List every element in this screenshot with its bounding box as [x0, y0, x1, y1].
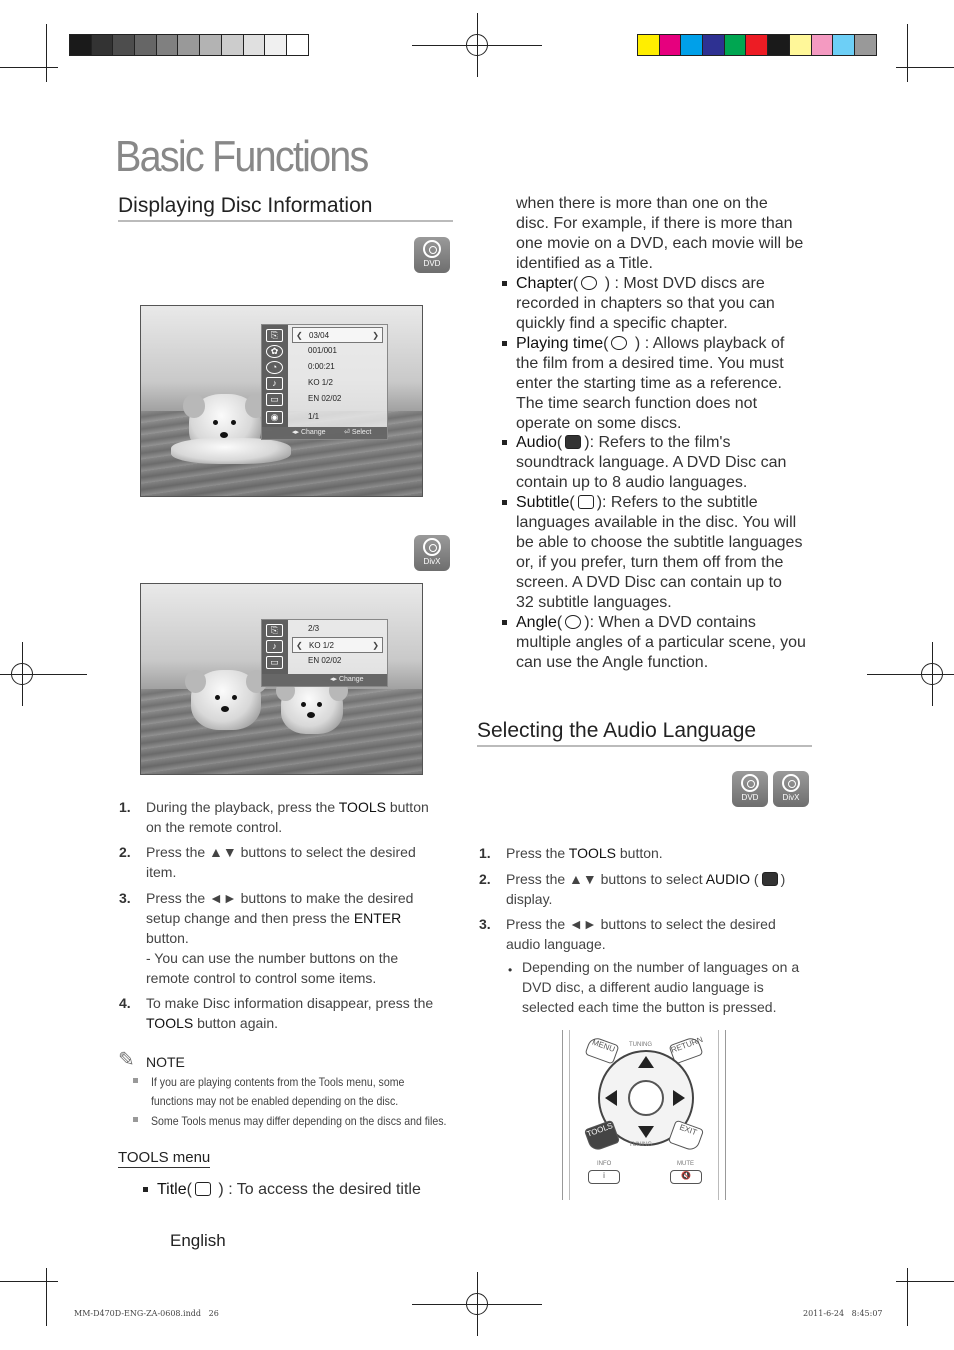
angle-icon	[565, 615, 581, 629]
print-timestamp: 2011-6-24 8:45:07	[803, 1309, 883, 1318]
color-swatch	[702, 34, 725, 56]
color-swatch	[221, 34, 244, 56]
info-label: INFO	[597, 1161, 612, 1167]
osd-row-subtitle[interactable]: EN 02/02	[308, 394, 342, 403]
registration-mark	[912, 654, 952, 694]
color-swatch	[264, 34, 287, 56]
color-swatch	[177, 34, 200, 56]
registration-mark	[2, 654, 42, 694]
return-button[interactable]: RETURN	[668, 1035, 703, 1064]
note-bullet	[133, 1117, 138, 1122]
crop-mark	[0, 67, 58, 68]
subtitle-icon: ▭	[266, 656, 283, 669]
note-1: If you are playing contents from the Tools menu, some functions may not be enabled depending on the disc.	[151, 1075, 405, 1108]
crop-mark	[896, 67, 954, 68]
color-swatch	[156, 34, 179, 56]
left-arrow-icon[interactable]	[605, 1090, 617, 1106]
osd-row-angle[interactable]: 1/1	[308, 412, 320, 421]
crop-mark	[907, 24, 908, 82]
info-button[interactable]: i	[588, 1170, 620, 1184]
color-swatch	[243, 34, 266, 56]
audio-note: Depending on the number of languages on a DVD disc, a different audio language is selected each time the button is pressed.	[522, 959, 800, 1015]
crop-mark	[0, 1281, 58, 1282]
exit-button[interactable]: EXIT	[668, 1120, 704, 1153]
down-arrow-icon[interactable]	[638, 1126, 654, 1138]
disc-info-osd	[261, 324, 388, 440]
color-swatch	[854, 34, 877, 56]
disc-icon	[741, 774, 759, 792]
color-swatch	[286, 34, 309, 56]
color-swatch	[832, 34, 855, 56]
subtitle-icon	[578, 495, 594, 509]
crop-mark	[907, 1268, 908, 1326]
osd-row-audio[interactable]: ❮ KO 1/2 ❯	[292, 637, 383, 653]
subtitle-icon: ▭	[266, 393, 283, 406]
title-icon: ⎘	[266, 329, 283, 342]
tuning-up-label: TUNING	[629, 1042, 652, 1048]
chapter-icon	[581, 276, 597, 290]
audio-icon	[762, 872, 778, 886]
angle-icon: ◉	[266, 411, 283, 424]
title-icon: ⎘	[266, 624, 283, 637]
color-swatch-bar	[637, 34, 876, 56]
dvd-badge: DVD	[414, 237, 450, 273]
color-swatch	[69, 34, 92, 56]
color-swatch	[91, 34, 114, 56]
crop-mark	[46, 24, 47, 82]
page-language: English	[170, 1231, 226, 1250]
color-swatch	[811, 34, 834, 56]
registration-mark	[457, 1284, 497, 1324]
mute-label: MUTE	[677, 1161, 694, 1167]
note-bullet	[133, 1078, 138, 1083]
gray-swatch-bar	[69, 34, 308, 56]
tools-button[interactable]: TOOLS	[584, 1120, 620, 1153]
osd-row-time[interactable]: 0:00:21	[308, 362, 335, 371]
osd-row-audio[interactable]: KO 1/2	[308, 378, 333, 387]
mute-button[interactable]: 🔇	[670, 1170, 702, 1184]
color-swatch	[637, 34, 660, 56]
remote-control-illustration	[562, 1030, 726, 1200]
disc-icon	[782, 774, 800, 792]
dvd-badge: DVD	[732, 771, 768, 807]
puppy-image	[281, 680, 343, 734]
playing-time-icon: ◔	[266, 361, 283, 374]
color-swatch	[789, 34, 812, 56]
color-swatch	[680, 34, 703, 56]
enter-button[interactable]	[628, 1080, 664, 1116]
audio-note-bullet: •	[508, 963, 513, 977]
chapter-icon: ✿	[266, 345, 283, 358]
crop-mark	[46, 1268, 47, 1326]
audio-icon: ♪	[266, 377, 283, 390]
menu-button[interactable]: MENU	[584, 1035, 619, 1064]
playing-time-icon	[611, 336, 627, 350]
puppy-image	[191, 670, 261, 730]
tools-menu-heading: TOOLS menu	[118, 1149, 211, 1166]
page-title: Basic Functions	[115, 132, 368, 181]
disc-icon	[423, 240, 441, 258]
registration-mark	[457, 25, 497, 65]
osd-footer: ◂▸ Change ⏎ Select	[262, 427, 387, 439]
title-icon	[195, 1182, 211, 1196]
color-swatch	[767, 34, 790, 56]
tuning-down-label: TUNING	[629, 1142, 652, 1148]
color-swatch	[724, 34, 747, 56]
crop-mark	[896, 1281, 954, 1282]
osd-row-title[interactable]: 2/3	[308, 624, 320, 633]
audio-icon	[565, 435, 581, 449]
divx-badge: DivX	[773, 771, 809, 807]
section-title-audio-language: Selecting the Audio Language	[477, 719, 812, 747]
disc-icon	[423, 538, 441, 556]
osd-row-title[interactable]: ❮ 03/04 ❯	[292, 327, 383, 343]
section-title-disc-info: Displaying Disc Information	[118, 194, 453, 222]
osd-row-subtitle[interactable]: EN 02/02	[308, 656, 342, 665]
divx-info-osd	[261, 619, 388, 687]
osd-footer: ◂▸ Change	[262, 674, 387, 686]
note-pencil-icon: ✎	[118, 1049, 135, 1071]
color-swatch	[745, 34, 768, 56]
note-label: NOTE	[146, 1054, 185, 1070]
right-arrow-icon[interactable]	[673, 1090, 685, 1106]
audio-icon: ♪	[266, 640, 283, 653]
print-file-name: MM-D470D-ENG-ZA-0608.indd 26	[74, 1309, 219, 1318]
title-description: when there is more than one on the disc. For example, if there is more than one movie on a DVD, each movie will be identified as a Title.	[516, 195, 804, 272]
note-2: Some Tools menus may differ depending on the discs and files.	[151, 1114, 447, 1128]
dvd-info-screenshot	[140, 305, 423, 497]
color-swatch	[659, 34, 682, 56]
divx-badge: DivX	[414, 535, 450, 571]
divx-info-screenshot	[140, 583, 423, 775]
color-swatch	[134, 34, 157, 56]
color-swatch	[112, 34, 135, 56]
up-arrow-icon[interactable]	[638, 1056, 654, 1068]
osd-row-chapter[interactable]: 001/001	[308, 346, 337, 355]
color-swatch	[199, 34, 222, 56]
